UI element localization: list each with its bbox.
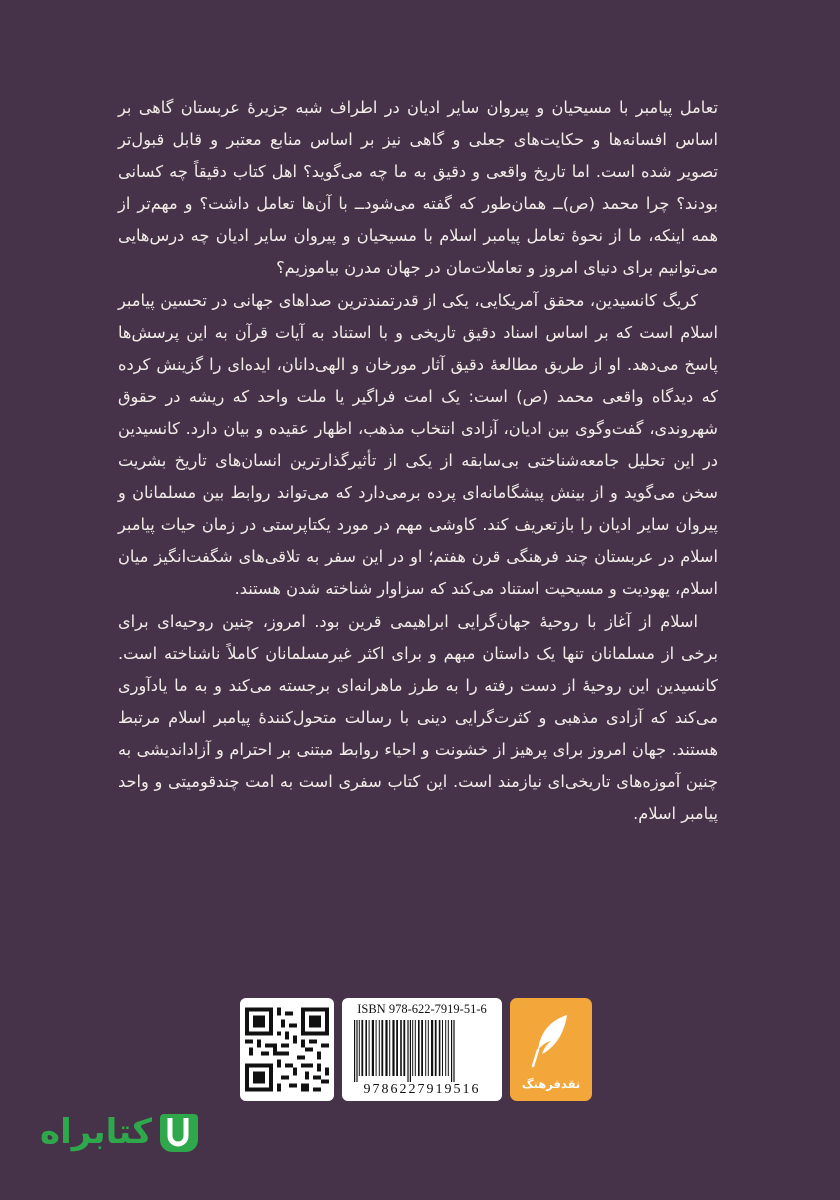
barcode-bar [453,1020,454,1082]
ketabrah-wordmark: کتابراه [40,1112,153,1152]
barcode-bar [359,1020,360,1076]
barcode-bar [431,1020,433,1076]
qr-code [240,998,334,1101]
paragraph-3: اسلام از آغاز با روحیۀ جهان‌گرایی ابراهیمی قرین بود. امروز، چنین روحیه‌ای برای برخی از مسلمانان تنها یک داستان مبهم و برای اکثر غیرمسلمانان کاملاً ناشناخته است. کانسیدین این روحیۀ از دست رفته را به طرز ماهرانه‌ای برجسته می‌کند و به ما یادآوری می‌کند که آزادی مذهبی و کثرت‌گرایی دینی با رسالت متحول‌کنندۀ پیامبر اسلام مرتبط هستند. جهان امروز برای پرهیز از خشونت و احیاء روابط مبتنی بر احترام و آزاداندیشی به چنین آموزه‌های تاریخی‌ای نیازمند است. این کتاب سفری است به امت چندقومیتی و واحد پیامبر اسلام. [118,611,718,824]
barcode-bar [354,1020,355,1082]
barcode-bar [372,1020,374,1076]
barcode-bar [381,1020,383,1076]
barcode-bar [392,1020,394,1076]
barcode-bar [418,1020,420,1076]
barcode-bar [361,1020,363,1076]
ketabrah-logo [40,1108,200,1158]
paragraph-2: کریگ کانسیدین، محقق آمریکایی، یکی از قدرتمندترین صداهای جهانی در تحسین پیامبر اسلام است که بر اساس اسناد دقیق تاریخی و با استناد به آیات قرآن به این پرسش‌ها پاسخ می‌دهد. او از طریق مطالعۀ دقیق آثار مورخان و الهی‌دانان، ایده‌ای را گزینش کرده که دیدگاه واقعی محمد (ص) است: یک امت فراگیر یا ملت واحد که ریشه در حقوق شهروندی، گفت‌وگوی بین ادیان، آزادی انتخاب مذهب، اظهار عقیده و بیان دارد. کانسیدین در این تحلیل جامعه‌شناختی بی‌سابقه از یکی از تأثیرگذارترین انسان‌های تاریخ بشریت سخن می‌گوید و از بینش پیشگامانه‌ای پرده برمی‌دارد که می‌تواند روابط بین مسلمانان و پیروان سایر ادیان را بازتعریف کند. کاوشی مهم در مورد یکتاپرستی در زمان حیات پیامبر اسلام در عربستان چند فرهنگی قرن هفتم؛ او در این سفر به تلاقی‌های شگفت‌انگیز میان اسلام، یهودیت و مسیحیت استناد می‌کند که سزاوار شناخته شدن هستند. [118,290,718,599]
barcode-bar [407,1020,408,1082]
qr-code-icon [245,1006,329,1093]
barcode-bar [412,1020,413,1076]
barcode-bar [428,1020,429,1076]
barcode-bar [451,1020,452,1082]
publisher-name: نقدفرهنگ [521,1077,581,1091]
barcode-bar [445,1020,446,1076]
barcode-bar [448,1020,449,1076]
barcode-bar [415,1020,416,1076]
paragraph-1: تعامل پیامبر با مسیحیان و پیروان سایر ادیان در اطراف شبه جزیرۀ عربستان گاهی بر اساس افسانه‌ها و حکایت‌های جعلی و گاهی نیز بر اساس منابع معتبر و قابل قبول‌تر تصویر شده است. اما تاریخ واقعی و دقیق به ما چه می‌گوید؟ اهل کتاب دقیقاً چه کسانی بودند؟ چرا محمد (ص)ــ همان‌طور که گفته می‌شودــ با آن‌ها تعامل داشت؟ و مهم‌تر از همه اینکه، ما از نحوۀ تعامل پیامبر اسلام با مسیحیان و پیروان سایر ادیان چه درس‌هایی می‌توانیم برای دنیای امروز و تعاملات‌مان در جهان مدرن بیاموزیم؟ [118,98,718,278]
ketabrah-icon [158,1110,200,1154]
quill-icon [527,1012,575,1068]
back-cover-text [118,92,718,830]
isbn-barcode [342,998,502,1101]
barcode-bar [369,1020,370,1076]
barcode-bar [400,1020,402,1076]
barcode-bar [403,1020,405,1076]
barcode-bar [425,1020,426,1076]
barcode-bar [389,1020,390,1076]
barcode-bar [356,1020,357,1082]
barcode-bar [379,1020,380,1076]
ean-number: 9786227919516 [363,1082,481,1097]
barcode-bar [365,1020,367,1076]
bottom-info-strip [240,998,592,1103]
barcode-bar [421,1020,423,1076]
barcode-bars [352,1020,492,1082]
barcode-bar [376,1020,377,1076]
barcode-bar [385,1020,387,1076]
barcode-bar [410,1020,411,1082]
barcode-bar [396,1020,398,1076]
publisher-logo [510,998,592,1101]
barcode-bar [439,1020,441,1076]
barcode-bar [435,1020,437,1076]
barcode-bar [442,1020,443,1076]
isbn-number: ISBN 978-622-7919-51-6 [357,1002,487,1016]
